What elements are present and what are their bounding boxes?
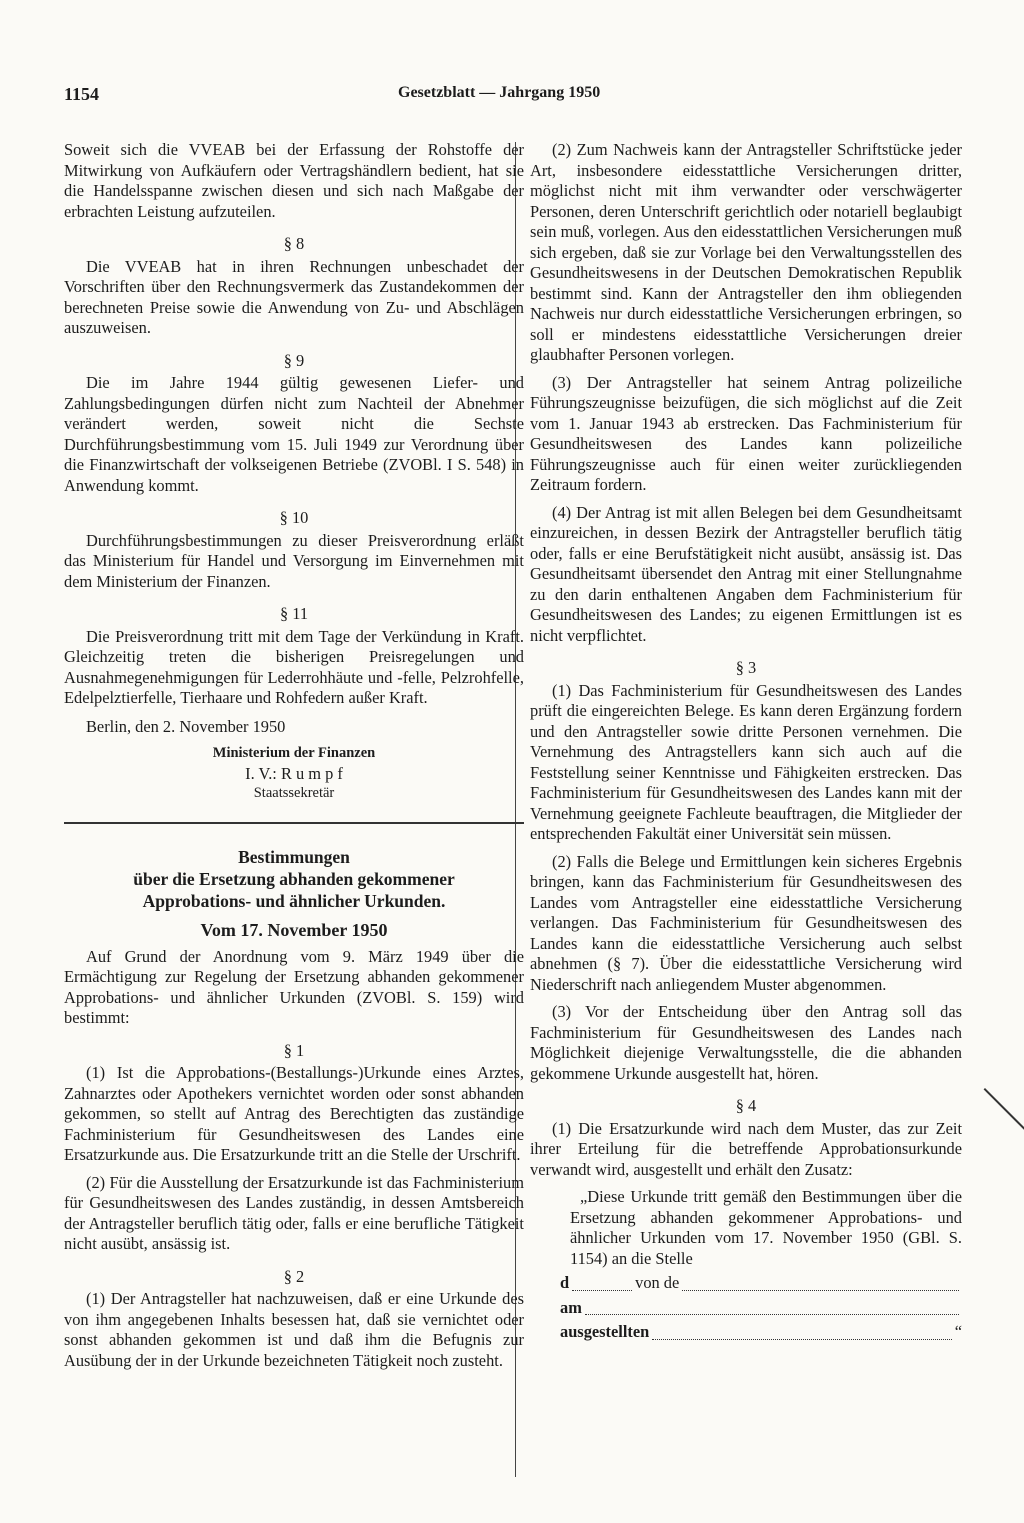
section-10-text: Durchführungsbestimmungen zu dieser Preisverordnung erläßt das Ministerium für Handel und Versorgung im Einvernehmen mit dem Ministerium der Finanzen. [64,530,524,591]
form-blank [572,1276,632,1291]
section-2-para-1: (1) Der Antragsteller hat nachzuweisen, daß er eine Urkunde des von ihm angegebenen Inhalts besessen hat, daß sie vernichtet oder sonst abhanden gekommen ist und daß ihm die Befugnis zur Ausübung der in der Urkunde bezeichneten Tätigkeit noch zusteht. [64,1289,524,1370]
section-2-para-4: (4) Der Antrag ist mit allen Belegen bei dem Gesundheitsamt einzureichen, in dessen Bezirk der Antragsteller beruflich tätig oder, falls er eine Berufstätigkeit nicht ausübt, ansässig ist. Das Gesundheitsamt übersendet den Antrag mit einer Stellungnahme zu den darin enthaltenen Angaben dem Fachministerium für Gesundheitswesen des Landes; zu eigenen Ermittlungen ist es nicht verpflichtet. [530,502,962,645]
signature-ministry: Ministerium der Finanzen [212,745,376,761]
section-11-text: Die Preisverordnung tritt mit dem Tage der Verkündung in Kraft. Gleichzeitig treten die bisherigen Preisregelungen und Ausnahmegenehmigungen für Lederrohhäute und -felle, Pelzrohfelle, Edelpelztierfelle, Tierhaare und Rohfedern außer Kraft. [64,626,524,707]
form-blank [682,1276,959,1291]
left-column [64,140,524,1371]
section-11-heading: § 11 [279,604,309,623]
doc-title-line-1: Bestimmungen [238,847,350,867]
section-9-heading: § 9 [283,350,305,370]
page-number: 1154 [64,84,100,104]
section-1-para-1: (1) Ist die Approbations-(Bestallungs-)Urkunde eines Arztes, Zahnarztes oder Apothekers vernichtet worden oder sonst abhanden gekommen, so stellt auf Antrag des Berechtigten das zuständige Fachministerium für Gesundheitswesen des Landes eine Ersatzurkunde aus. Die Ersatzurkunde tritt an die Stelle der Urschrift. [64,1063,524,1164]
form-label-ausgestellten: ausgestellten [560,1322,650,1341]
section-8-text: Die VVEAB hat in ihren Rechnungen unbeschadet der Vorschriften über den Rechnungsvermerk das Zustandekommen der berechneten Preise sowie die Anwendung von Zu- und Abschlägen auszuweisen. [64,256,524,337]
section-4-heading: § 4 [735,1096,757,1115]
section-4-para-1: (1) Die Ersatzurkunde wird nach dem Muster, das zur Zeit ihrer Erteilung für die betreffende Approbationsurkunde verwandt wird, ausgestellt und erhält den Zusatz: [530,1118,962,1179]
section-4-quote: „Diese Urkunde tritt gemäß den Bestimmungen über die Ersetzung abhanden gekommener Approbations- und ähnlicher Urkunden vom 17. November 1950 (GBl. S. 1154) an die Stelle [570,1187,962,1268]
right-column [530,140,962,1343]
section-divider [64,822,524,824]
doc-date: Vom 17. November 1950 [200,920,388,940]
form-blank [652,1325,951,1340]
section-3-heading: § 3 [735,658,757,677]
section-2-heading: § 2 [283,1266,305,1286]
section-9-text: Die im Jahre 1944 gültig gewesenen Liefer- und Zahlungsbedingungen dürfen nicht zum Nachteil der Abnehmer verändert werden, soweit nicht die Sechste Durchführungsbestimmung vom 15. Juli 1949 zur Verordnung über die Finanzwirtschaft der volkseigenen Betriebe (ZVOBl. I S. 548) in Anwendung kommt. [64,373,524,495]
section-1-para-2: (2) Für die Ausstellung der Ersatzurkunde ist das Fachministerium für Gesundheitswesen des Landes zuständig, in dessen Amtsbereich der Antragsteller beruflich tätig oder, falls er eine berufliche Tätigkeit nicht ausübt, ansässig ist. [64,1172,524,1253]
page-header [64,84,601,108]
section-10-heading: § 10 [279,508,309,527]
form-line-3 [560,1322,962,1343]
section-2-para-2: (2) Zum Nachweis kann der Antragsteller Schriftstücke jeder Art, insbesondere eidesstattliche Versicherungen dritter, möglichst nicht mit ihm verwandter oder verschwägerter Personen, deren Unterschrift gerichtlich oder notariell beglaubigt sein muß, vorlegen. Aus den eidesstattlichen Versicherungen muß sich ergeben, daß sie zur Vorlage bei den Verwaltungsstellen des Gesundheitswesens in der Deutschen Demokratischen Republik bestimmt sind. Kann der Antragsteller den ihm obliegenden Nachweis nur durch eidesstattliche Versicherungen erbringen, so soll er mindestens eidesstattliche Versicherungen dreier glaubhafter Personen vorlegen. [530,140,962,364]
form-end-quote: “ [954,1322,962,1341]
margin-pen-mark [984,1088,1024,1135]
signature-name: I. V.: R u m p f [245,763,343,783]
place-date: Berlin, den 2. November 1950 [86,716,286,736]
section-3-para-1: (1) Das Fachministerium für Gesundheitswesen des Landes prüft die eingereichten Belege. Es kann deren Ergänzung fordern und den Antragsteller sowie dritte Personen vernehmen. Die Vernehmung des Antragstellers kann sich auch auf die Feststellung seiner Kenntnisse und Fähigkeiten erstrecken. Das Fachministerium für Gesundheitswesen des Landes kann mit der Vernehmung geeignete Fachleute beauftragen, die Mitglieder der entsprechenden Fakultät einer Universität sein müssen. [530,680,962,843]
section-3-para-3: (3) Vor der Entscheidung über den Antrag soll das Fachministerium für Gesundheitswesen des Landes nach Möglichkeit diejenige Verwaltungsstelle, die die abhanden gekommene Urkunde ausgestellt hat, hören. [530,1002,962,1083]
section-8-heading: § 8 [283,234,305,253]
section-1-heading: § 1 [283,1040,305,1060]
form-blank [585,1300,959,1315]
doc-title-line-2: über die Ersetzung abhanden gekommener [133,869,455,889]
doc-title-line-3: Approbations- und ähnlicher Urkunden. [142,891,446,911]
form-label-d: d [560,1273,570,1292]
signature-title: Staatssekretär [253,785,335,801]
preamble: Auf Grund der Anordnung vom 9. März 1949 über die Ermächtigung zur Regelung der Ersetzung abhanden gekommener Approbations- und ähnlicher Urkunden (ZVOBl. S. 159) wird bestimmt: [64,946,524,1027]
form-label-am: am [560,1297,582,1317]
section-3-para-2: (2) Falls die Belege und Ermittlungen kein sicheres Ergebnis bringen, kann das Fachministerium für Gesundheitswesen des Landes vom Antragsteller eine eidesstattliche Versicherung verlangen. Das Fachministerium für Gesundheitswesen des Landes kann die eidesstattliche Versicherung auch selbst abnehmen (§ 7). Über die eidesstattliche Versicherung wird Niederschrift nach anliegendem Muster abgenommen. [530,851,962,994]
form-line-2 [560,1298,962,1319]
form-label-von-de: von de [635,1273,680,1292]
paragraph-intro: Soweit sich die VVEAB bei der Erfassung der Rohstoffe der Mitwirkung von Aufkäufern oder Vertragshändlern bedient, hat sie die Handelsspanne zwischen diesen und sich nach Maßgabe der erbrachten Leistung aufzuteilen. [64,140,524,221]
form-line-1 [560,1273,962,1294]
section-2-para-3: (3) Der Antragsteller hat seinem Antrag polizeiliche Führungszeugnisse beizufügen, die sich möglichst auf die Zeit vom 1. Januar 1943 ab erstrecken. Das Fachministerium für Gesundheitswesen des Landes kann polizeiliche Führungszeugnisse auch für einen weiter zurückliegenden Zeitraum fordern. [530,372,962,494]
running-title: Gesetzblatt — Jahrgang 1950 [398,84,601,101]
